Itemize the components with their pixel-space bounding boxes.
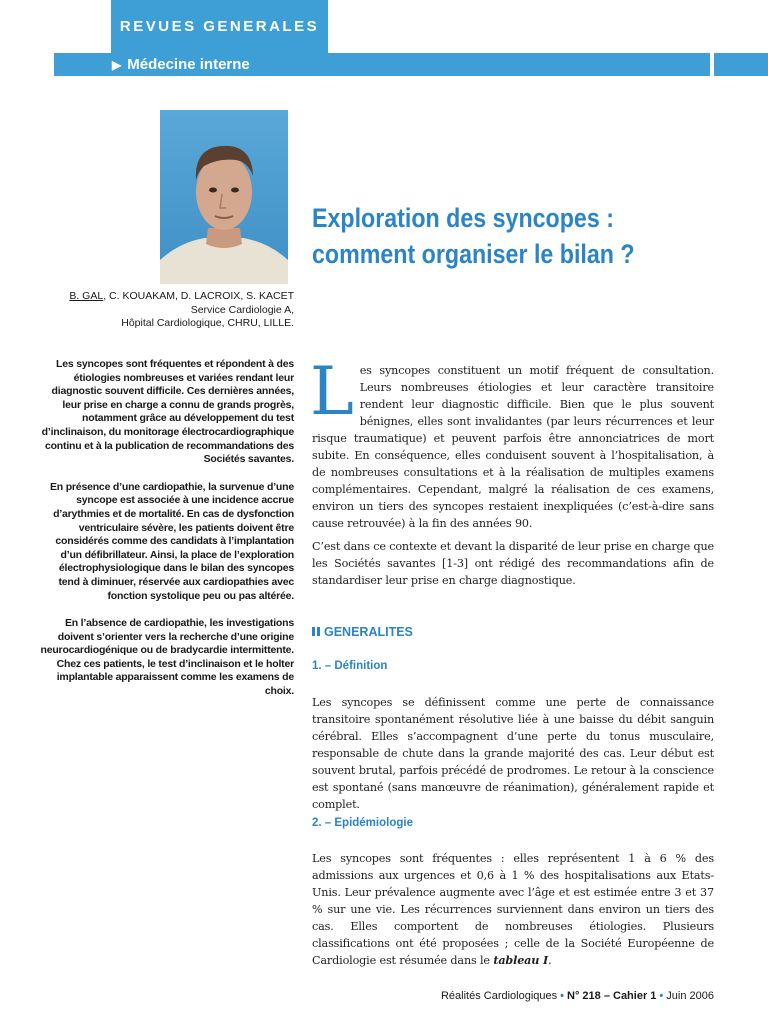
category-label: REVUES GENERALES — [119, 18, 320, 35]
intro-text — [310, 353, 714, 532]
section-heading — [312, 625, 413, 639]
intro-paragraph-1: Les syncopes constituent un motif fréquent de consultation. Leurs nombreuses étiologies et leur caractère transitoire rendent leur diagnostic difficile. Bien que le plus souvent bénignes, elles sont invalidantes (par leurs récurrences et leur risque traumatique) et peuvent parfois être annonciatrices de mort subite. En conséquence, elles conduisent souvent à l’hospitalisation, à de nombreuses consultations et à la réalisation de multiples examens complémentaires. Cependant, malgré la réalisation de ces examens, environ un tiers des syncopes restaient inexpliquées (c’est-à-dire sans cause retrouvée) à la fin des années 90. — [310, 353, 714, 530]
summary-sidebar — [40, 358, 294, 713]
footer-separator: • — [659, 990, 664, 1002]
triangle-right-icon: ▶ — [112, 57, 122, 72]
author-photo — [160, 110, 288, 284]
title-line-2: comment organiser le bilan ? — [312, 239, 635, 269]
intro-paragraph-2: C’est dans ce contexte et devant la disparité de leur prise en charge que les Sociétés savantes [1-3] ont rédigé des recommandations afin de standardiser leur prise en charge diagnostique. — [312, 540, 714, 587]
affiliation-line-2: Hôpital Cardiologique, CHRU, LILLE. — [121, 317, 294, 329]
section-heading-label: GENERALITES — [324, 625, 413, 639]
other-authors: , C. KOUAKAM, D. LACROIX, S. KACET — [103, 290, 294, 302]
author-line — [40, 290, 294, 304]
article-title — [312, 200, 673, 272]
definition-paragraph: Les syncopes se définissent comme une perte de connaissance transitoire spontanément résolutive liée à une baisse du débit sanguin cérébral. Elles s’accompagnent d’une perte du tonus musculaire, responsable de chute dans la grande majorité des cas. Leur début est souvent brutal, parfois précédé de prodromes. Le retour à la conscience est spontané (sans manœuvre de réanimation), généralement rapide et complet. — [312, 696, 714, 811]
page-footer — [440, 990, 714, 1002]
issue-number: N° 218 – Cahier 1 — [567, 990, 657, 1002]
summary-paragraph-3: En l’absence de cardiopathie, les investigations doivent s’orienter vers la recherche d’une origine neurocardiogénique ou de bradycardie intermittente. Chez ces patients, le test d’inclinaison et le holter implantable apparaissent comme les examens de choix. — [40, 617, 294, 698]
footer-separator: • — [560, 990, 565, 1002]
subcategory-label: Médecine interne — [127, 56, 250, 73]
portrait-icon — [160, 110, 288, 284]
summary-paragraph-2: En présence d’une cardiopathie, la survenue d’une syncope est associée à une incidence accrue d’arythmies et de mortalité. En cas de dysfonction ventriculaire sévère, les patients doivent être considérés comme des candidats à l’implantation d’un défibrillateur. Ainsi, la place de l’exploration électrophysiologique dans le bilan des syncopes tend à diminuer, réservée aux cardiopathies avec fonction systolique peu ou pas altérée. — [49, 480, 294, 602]
subsection-definition-title: 1. – Définition — [312, 660, 388, 672]
journal-name: Réalités Cardiologiques — [440, 990, 558, 1002]
affiliation-line-1: Service Cardiologie A, — [190, 303, 294, 316]
banner-end-block — [714, 53, 768, 76]
table-reference: tableau I — [493, 953, 549, 967]
drop-cap: L — [310, 353, 354, 430]
section-bars-icon — [312, 627, 320, 636]
category-banner — [111, 0, 328, 53]
subcategory-banner — [54, 53, 710, 76]
authors-block — [40, 290, 294, 331]
first-author: B. GAL — [69, 290, 104, 302]
summary-paragraph-1: Les syncopes sont fréquentes et répondent à des étiologies nombreuses et variées rendant leur diagnostic souvent difficile. Ces dernières années, leur prise en charge a connu de grands progrès, notamment grâce au développement du test d’inclinaison, du monitorage électrocardiographique continu et à la publication de recommandations des Sociétés savantes. — [41, 358, 294, 466]
issue-date: Juin 2006 — [666, 990, 714, 1002]
epidemiology-paragraph: Les syncopes sont fréquentes : elles représentent 1 à 6 % des admissions aux urgences et 0,6 à 1 % des hospitalisations aux Etats-Unis. Leur prévalence augmente avec l’âge et est estimée entre 3 et 37 % sur une vie. Les récurrences surviennent dans environ un tiers des cas. Elles comportent de nombreuses étiologies. Plusieurs classifications ont été proposées ; celle de la Société Européenne de Cardiologie est résumée dans le tableau I. — [312, 852, 714, 967]
subsection-epidemiology-title: 2. – Epidémiologie — [312, 817, 413, 829]
title-line-1: Exploration des syncopes : — [312, 203, 614, 233]
